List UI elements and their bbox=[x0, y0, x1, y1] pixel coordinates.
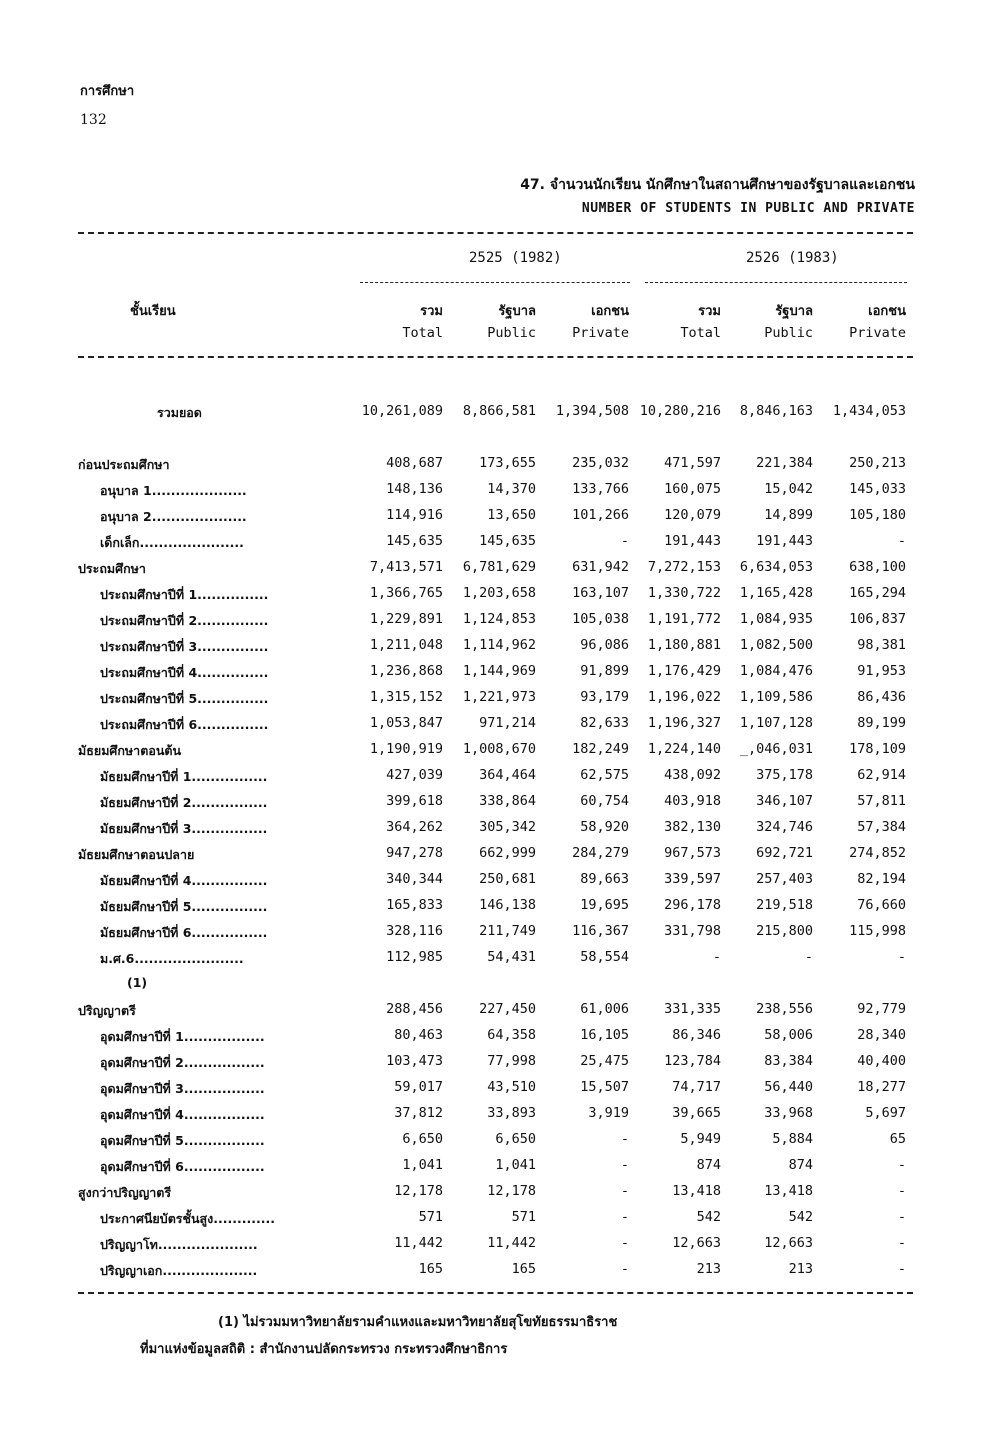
table-cell: 6,650 bbox=[495, 1131, 536, 1147]
row-label: (1) bbox=[127, 975, 148, 990]
sub-header-en: Private bbox=[849, 325, 906, 341]
table-cell: 382,130 bbox=[664, 819, 721, 835]
table-cell: 37,812 bbox=[394, 1105, 443, 1121]
row-label: เด็กเล็ก...................... bbox=[100, 535, 244, 550]
table-cell: 14,370 bbox=[487, 481, 536, 497]
table-cell: 1,114,962 bbox=[462, 637, 536, 653]
table-cell: 101,266 bbox=[572, 507, 629, 523]
table-cell: 1,176,429 bbox=[647, 663, 721, 679]
table-cell: 305,342 bbox=[479, 819, 536, 835]
table-cell: 1,107,128 bbox=[739, 715, 813, 731]
year-1982: 2525 (1982) bbox=[469, 250, 562, 266]
table-cell: 662,999 bbox=[479, 845, 536, 861]
table-cell: 80,463 bbox=[394, 1027, 443, 1043]
table-cell: 250,213 bbox=[849, 455, 906, 471]
table-cell: 692,721 bbox=[756, 845, 813, 861]
table-cell: 7,272,153 bbox=[647, 559, 721, 575]
table-cell: 1,190,919 bbox=[369, 741, 443, 757]
table-cell: 25,475 bbox=[580, 1053, 629, 1069]
table-cell: 1,203,658 bbox=[462, 585, 536, 601]
table-cell: 13,418 bbox=[764, 1183, 813, 1199]
grand-total-cell: 1,434,053 bbox=[832, 403, 906, 419]
table-cell: 542 bbox=[788, 1209, 813, 1225]
table-cell: 74,717 bbox=[672, 1079, 721, 1095]
table-cell: 19,695 bbox=[580, 897, 629, 913]
table-cell: 250,681 bbox=[479, 871, 536, 887]
table-cell: 62,914 bbox=[857, 767, 906, 783]
page-number: 132 bbox=[80, 112, 107, 128]
table-cell: 61,006 bbox=[580, 1001, 629, 1017]
table-cell: 105,038 bbox=[572, 611, 629, 627]
sub-header-en: Total bbox=[402, 325, 443, 341]
row-label: มัธยมศึกษาปีที่ 2................ bbox=[100, 795, 268, 810]
sub-header-th: เอกชน bbox=[868, 304, 906, 319]
table-cell: 96,086 bbox=[580, 637, 629, 653]
table-cell: 59,017 bbox=[394, 1079, 443, 1095]
row-label: ประถมศึกษา bbox=[78, 561, 146, 576]
table-cell: 54,431 bbox=[487, 949, 536, 965]
row-label: ประถมศึกษาปีที่ 1............... bbox=[100, 587, 269, 602]
table-cell: 58,920 bbox=[580, 819, 629, 835]
table-cell: 16,105 bbox=[580, 1027, 629, 1043]
table-cell: - bbox=[620, 1131, 629, 1147]
table-cell: - bbox=[897, 1261, 906, 1277]
table-cell: 15,507 bbox=[580, 1079, 629, 1095]
table-cell: 43,510 bbox=[487, 1079, 536, 1095]
row-label: มัธยมศึกษาปีที่ 1................ bbox=[100, 769, 268, 784]
table-cell: 1,124,853 bbox=[462, 611, 536, 627]
table-cell: 160,075 bbox=[664, 481, 721, 497]
table-cell: - bbox=[620, 1235, 629, 1251]
table-cell: 77,998 bbox=[487, 1053, 536, 1069]
table-cell: 5,697 bbox=[865, 1105, 906, 1121]
table-cell: 213 bbox=[696, 1261, 721, 1277]
table-cell: 112,985 bbox=[386, 949, 443, 965]
table-cell: 60,754 bbox=[580, 793, 629, 809]
table-cell: 191,443 bbox=[664, 533, 721, 549]
table-cell: 191,443 bbox=[756, 533, 813, 549]
table-cell: 5,949 bbox=[680, 1131, 721, 1147]
table-cell: 219,518 bbox=[756, 897, 813, 913]
table-cell: 105,180 bbox=[849, 507, 906, 523]
table-cell: 971,214 bbox=[479, 715, 536, 731]
sub-header-en: Public bbox=[764, 325, 813, 341]
table-cell: 1,221,973 bbox=[462, 689, 536, 705]
table-cell: - bbox=[620, 1157, 629, 1173]
table-cell: 339,597 bbox=[664, 871, 721, 887]
section-label: การศึกษา bbox=[80, 84, 135, 99]
table-cell: 116,367 bbox=[572, 923, 629, 939]
table-cell: 82,194 bbox=[857, 871, 906, 887]
row-label: ประกาศนียบัตรชั้นสูง............. bbox=[100, 1211, 276, 1226]
table-cell: 120,079 bbox=[664, 507, 721, 523]
header-rule bbox=[78, 356, 913, 358]
table-cell: - bbox=[897, 1183, 906, 1199]
table-cell: 1,041 bbox=[402, 1157, 443, 1173]
table-cell: 86,346 bbox=[672, 1027, 721, 1043]
row-label: มัธยมศึกษาปีที่ 6................ bbox=[100, 925, 268, 940]
table-cell: 178,109 bbox=[849, 741, 906, 757]
sub-header-th: เอกชน bbox=[591, 304, 629, 319]
row-label: ปริญญาเอก.................... bbox=[100, 1263, 258, 1278]
table-cell: 324,746 bbox=[756, 819, 813, 835]
table-cell: 1,196,327 bbox=[647, 715, 721, 731]
table-cell: 64,358 bbox=[487, 1027, 536, 1043]
table-cell: 364,262 bbox=[386, 819, 443, 835]
table-cell: 364,464 bbox=[479, 767, 536, 783]
table-cell: 89,199 bbox=[857, 715, 906, 731]
table-cell: 123,784 bbox=[664, 1053, 721, 1069]
grand-total-cell: 10,280,216 bbox=[639, 403, 721, 419]
row-label: ประถมศึกษาปีที่ 5............... bbox=[100, 691, 269, 706]
table-cell: 18,277 bbox=[857, 1079, 906, 1095]
table-cell: 1,165,428 bbox=[739, 585, 813, 601]
table-cell: 346,107 bbox=[756, 793, 813, 809]
row-label: อุดมศึกษาปีที่ 3................. bbox=[100, 1081, 265, 1096]
table-cell: 284,279 bbox=[572, 845, 629, 861]
table-cell: 7,413,571 bbox=[369, 559, 443, 575]
table-cell: 133,766 bbox=[572, 481, 629, 497]
sub-header-th: รัฐบาล bbox=[498, 304, 536, 319]
table-cell: 288,456 bbox=[386, 1001, 443, 1017]
table-cell: 145,635 bbox=[386, 533, 443, 549]
table-cell: - bbox=[804, 949, 813, 965]
table-cell: 1,082,500 bbox=[739, 637, 813, 653]
table-cell: 12,178 bbox=[487, 1183, 536, 1199]
table-cell: 1,144,969 bbox=[462, 663, 536, 679]
table-cell: 98,381 bbox=[857, 637, 906, 653]
table-cell: 13,650 bbox=[487, 507, 536, 523]
table-cell: 91,953 bbox=[857, 663, 906, 679]
table-cell: 15,042 bbox=[764, 481, 813, 497]
table-cell: 1,041 bbox=[495, 1157, 536, 1173]
table-cell: 874 bbox=[696, 1157, 721, 1173]
table-cell: 274,852 bbox=[849, 845, 906, 861]
table-cell: 33,968 bbox=[764, 1105, 813, 1121]
table-cell: 57,811 bbox=[857, 793, 906, 809]
table-cell: 89,663 bbox=[580, 871, 629, 887]
table-cell: 145,033 bbox=[849, 481, 906, 497]
top-rule bbox=[78, 232, 913, 234]
table-cell: 58,006 bbox=[764, 1027, 813, 1043]
table-cell: 173,655 bbox=[479, 455, 536, 471]
grand-total-cell: 8,846,163 bbox=[739, 403, 813, 419]
table-cell: 427,039 bbox=[386, 767, 443, 783]
table-cell: 163,107 bbox=[572, 585, 629, 601]
table-cell: 56,440 bbox=[764, 1079, 813, 1095]
row-label: ม.ศ.6....................... bbox=[100, 951, 244, 966]
source-note: ที่มาแห่งข้อมูลสถิติ : สำนักงานปลัดกระทรวง กระทรวงศึกษาธิการ bbox=[140, 1342, 508, 1357]
table-cell: 1,084,476 bbox=[739, 663, 813, 679]
table-cell: 148,136 bbox=[386, 481, 443, 497]
table-cell: 65 bbox=[889, 1131, 906, 1147]
table-cell: 1,084,935 bbox=[739, 611, 813, 627]
row-label: อุดมศึกษาปีที่ 2................. bbox=[100, 1055, 265, 1070]
table-cell: - bbox=[897, 949, 906, 965]
table-cell: 5,884 bbox=[772, 1131, 813, 1147]
table-cell: 1,224,140 bbox=[647, 741, 721, 757]
table-cell: 86,436 bbox=[857, 689, 906, 705]
table-cell: 11,442 bbox=[487, 1235, 536, 1251]
table-cell: 1,211,048 bbox=[369, 637, 443, 653]
table-cell: 182,249 bbox=[572, 741, 629, 757]
table-cell: 165,833 bbox=[386, 897, 443, 913]
table-cell: 296,178 bbox=[664, 897, 721, 913]
table-cell: 6,650 bbox=[402, 1131, 443, 1147]
table-cell: 328,116 bbox=[386, 923, 443, 939]
table-cell: 165 bbox=[418, 1261, 443, 1277]
row-label: มัธยมศึกษาปีที่ 4................ bbox=[100, 873, 268, 888]
table-cell: 58,554 bbox=[580, 949, 629, 965]
table-cell: 215,800 bbox=[756, 923, 813, 939]
row-label: อนุบาล 1.................... bbox=[100, 483, 247, 498]
table-cell: 331,798 bbox=[664, 923, 721, 939]
row-label: ปริญญาโท..................... bbox=[100, 1237, 258, 1252]
table-cell: 12,663 bbox=[764, 1235, 813, 1251]
table-cell: - bbox=[712, 949, 721, 965]
title-thai: 47. จำนวนนักเรียน นักศึกษาในสถานศึกษาของรัฐบาลและเอกชน bbox=[520, 177, 915, 193]
year-1983: 2526 (1983) bbox=[746, 250, 839, 266]
table-cell: 115,998 bbox=[849, 923, 906, 939]
table-cell: 438,092 bbox=[664, 767, 721, 783]
table-cell: 238,556 bbox=[756, 1001, 813, 1017]
table-cell: 571 bbox=[418, 1209, 443, 1225]
table-cell: 106,837 bbox=[849, 611, 906, 627]
table-cell: - bbox=[620, 533, 629, 549]
table-cell: 638,100 bbox=[849, 559, 906, 575]
table-cell: - bbox=[620, 1183, 629, 1199]
table-cell: 947,278 bbox=[386, 845, 443, 861]
table-cell: 221,384 bbox=[756, 455, 813, 471]
row-label: อนุบาล 2.................... bbox=[100, 509, 247, 524]
row-label: อุดมศึกษาปีที่ 1................. bbox=[100, 1029, 265, 1044]
table-cell: 403,918 bbox=[664, 793, 721, 809]
row-label: ปริญญาตรี bbox=[78, 1003, 136, 1018]
table-cell: 11,442 bbox=[394, 1235, 443, 1251]
table-cell: 235,032 bbox=[572, 455, 629, 471]
table-cell: - bbox=[620, 1261, 629, 1277]
sub-header-th: รวม bbox=[698, 304, 721, 319]
row-label: อุดมศึกษาปีที่ 5................. bbox=[100, 1133, 265, 1148]
table-cell: 12,663 bbox=[672, 1235, 721, 1251]
table-cell: 211,749 bbox=[479, 923, 536, 939]
table-cell: 1,191,772 bbox=[647, 611, 721, 627]
row-label: ประถมศึกษาปีที่ 3............... bbox=[100, 639, 269, 654]
row-label: ประถมศึกษาปีที่ 6............... bbox=[100, 717, 269, 732]
table-cell: 103,473 bbox=[386, 1053, 443, 1069]
table-cell: 227,450 bbox=[479, 1001, 536, 1017]
table-cell: 62,575 bbox=[580, 767, 629, 783]
sub-header-th: รัฐบาล bbox=[775, 304, 813, 319]
table-cell: 967,573 bbox=[664, 845, 721, 861]
table-cell: 76,660 bbox=[857, 897, 906, 913]
table-cell: 82,633 bbox=[580, 715, 629, 731]
table-cell: - bbox=[620, 1209, 629, 1225]
table-cell: 331,335 bbox=[664, 1001, 721, 1017]
table-cell: 340,344 bbox=[386, 871, 443, 887]
table-cell: - bbox=[897, 533, 906, 549]
table-cell: - bbox=[897, 1209, 906, 1225]
title-english: NUMBER OF STUDENTS IN PUBLIC AND PRIVATE bbox=[581, 201, 915, 216]
table-cell: 6,634,053 bbox=[739, 559, 813, 575]
row-label: สูงกว่าปริญญาตรี bbox=[78, 1185, 172, 1200]
table-cell: - bbox=[897, 1157, 906, 1173]
table-cell: 146,138 bbox=[479, 897, 536, 913]
table-cell: 1,236,868 bbox=[369, 663, 443, 679]
table-cell: 40,400 bbox=[857, 1053, 906, 1069]
table-cell: 1,315,152 bbox=[369, 689, 443, 705]
table-cell: 571 bbox=[511, 1209, 536, 1225]
table-cell: 1,053,847 bbox=[369, 715, 443, 731]
row-label: ประถมศึกษาปีที่ 2............... bbox=[100, 613, 269, 628]
table-cell: _,046,031 bbox=[739, 741, 813, 757]
table-cell: 257,403 bbox=[756, 871, 813, 887]
row-label: ประถมศึกษาปีที่ 4............... bbox=[100, 665, 269, 680]
table-cell: 39,665 bbox=[672, 1105, 721, 1121]
table-cell: 338,864 bbox=[479, 793, 536, 809]
grand-total-cell: 8,866,581 bbox=[462, 403, 536, 419]
table-cell: 57,384 bbox=[857, 819, 906, 835]
row-label: มัธยมศึกษาปีที่ 5................ bbox=[100, 899, 268, 914]
row-label: อุดมศึกษาปีที่ 6................. bbox=[100, 1159, 265, 1174]
table-cell: 93,179 bbox=[580, 689, 629, 705]
table-cell: - bbox=[897, 1235, 906, 1251]
table-cell: 114,916 bbox=[386, 507, 443, 523]
table-cell: 91,899 bbox=[580, 663, 629, 679]
table-cell: 874 bbox=[788, 1157, 813, 1173]
table-cell: 1,229,891 bbox=[369, 611, 443, 627]
table-cell: 165,294 bbox=[849, 585, 906, 601]
table-cell: 92,779 bbox=[857, 1001, 906, 1017]
table-cell: 145,635 bbox=[479, 533, 536, 549]
sub-header-en: Public bbox=[487, 325, 536, 341]
sub-header-th: รวม bbox=[420, 304, 443, 319]
year-1983-rule bbox=[645, 282, 907, 283]
table-cell: 631,942 bbox=[572, 559, 629, 575]
sub-header-en: Total bbox=[680, 325, 721, 341]
table-cell: 1,109,586 bbox=[739, 689, 813, 705]
table-cell: 13,418 bbox=[672, 1183, 721, 1199]
table-cell: 165 bbox=[511, 1261, 536, 1277]
table-cell: 1,196,022 bbox=[647, 689, 721, 705]
table-cell: 1,008,670 bbox=[462, 741, 536, 757]
table-cell: 28,340 bbox=[857, 1027, 906, 1043]
table-cell: 542 bbox=[696, 1209, 721, 1225]
table-cell: 33,893 bbox=[487, 1105, 536, 1121]
table-cell: 1,330,722 bbox=[647, 585, 721, 601]
row-label: ก่อนประถมศึกษา bbox=[78, 457, 170, 472]
row-label: มัธยมศึกษาตอนต้น bbox=[78, 743, 182, 758]
row-label: มัธยมศึกษาปีที่ 3................ bbox=[100, 821, 268, 836]
table-cell: 375,178 bbox=[756, 767, 813, 783]
row-label: อุดมศึกษาปีที่ 4................. bbox=[100, 1107, 265, 1122]
table-cell: 14,899 bbox=[764, 507, 813, 523]
table-cell: 471,597 bbox=[664, 455, 721, 471]
table-cell: 1,180,881 bbox=[647, 637, 721, 653]
footnote-1: (1) ไม่รวมมหาวิทยาลัยรามคำแหงและมหาวิทยาลัยสุโขทัยธรรมาธิราช bbox=[218, 1315, 618, 1330]
year-1982-rule bbox=[360, 282, 630, 283]
table-cell: 6,781,629 bbox=[462, 559, 536, 575]
sub-header-en: Private bbox=[572, 325, 629, 341]
table-cell: 12,178 bbox=[394, 1183, 443, 1199]
grand-total-cell: 1,394,508 bbox=[555, 403, 629, 419]
table-cell: 3,919 bbox=[588, 1105, 629, 1121]
table-cell: 213 bbox=[788, 1261, 813, 1277]
table-cell: 1,366,765 bbox=[369, 585, 443, 601]
table-cell: 408,687 bbox=[386, 455, 443, 471]
row-label: มัธยมศึกษาตอนปลาย bbox=[78, 847, 195, 862]
level-column-label: ชั้นเรียน bbox=[130, 304, 176, 319]
table-cell: 83,384 bbox=[764, 1053, 813, 1069]
table-cell: 399,618 bbox=[386, 793, 443, 809]
grand-total-label: รวมยอด bbox=[157, 405, 202, 420]
grand-total-cell: 10,261,089 bbox=[361, 403, 443, 419]
bottom-rule bbox=[78, 1292, 913, 1294]
